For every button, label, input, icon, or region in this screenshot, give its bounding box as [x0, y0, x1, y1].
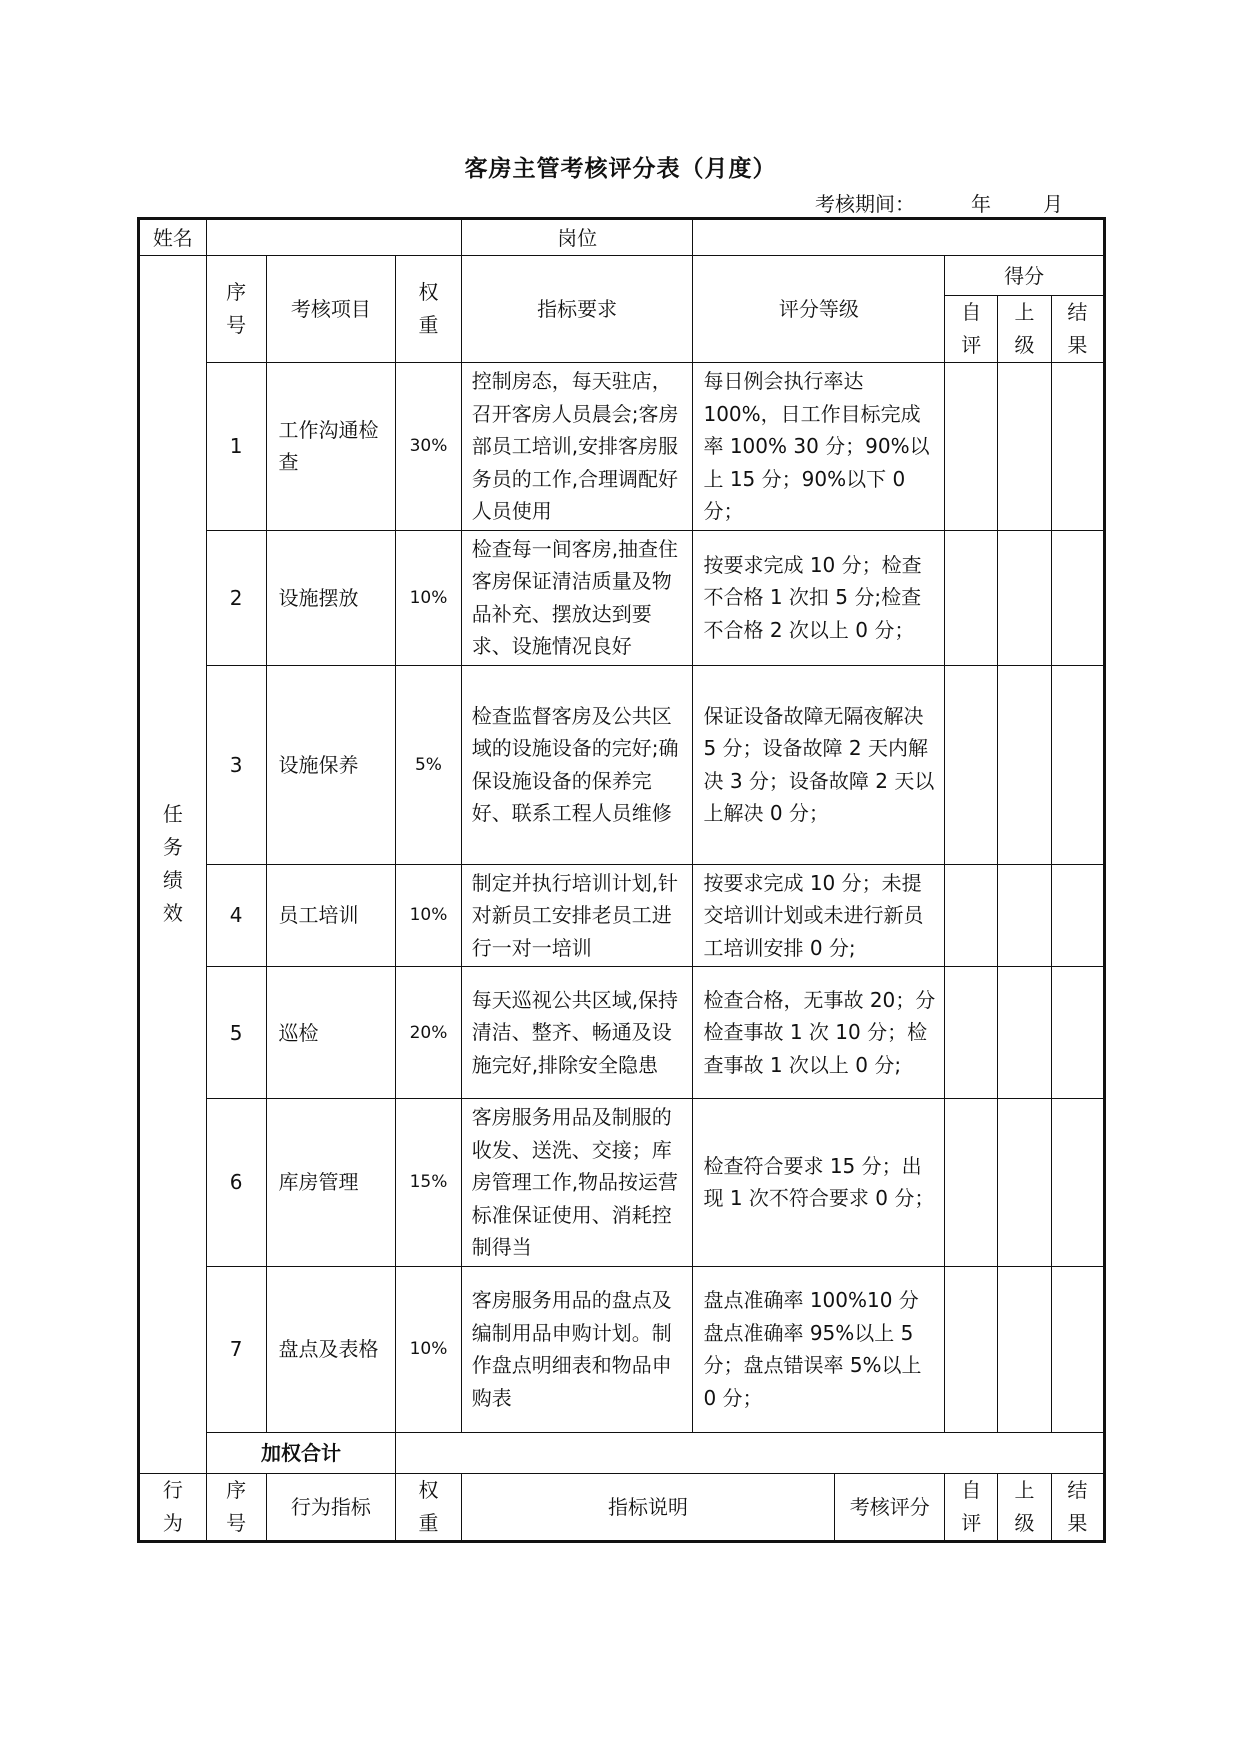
behavior-header-row — [139, 1473, 1105, 1541]
position-label: 岗位 — [461, 219, 693, 256]
superior-score-header: 上级 — [1014, 300, 1035, 357]
behavior-self-header: 自评 — [961, 1477, 982, 1535]
month-label: 月 — [1043, 192, 1063, 216]
name-label: 姓名 — [139, 219, 207, 256]
result-score-cell[interactable] — [1051, 363, 1104, 531]
self-score-cell[interactable] — [945, 1266, 998, 1432]
row-requirement: 每天巡视公共区域,保持清洁、整齐、畅通及设施完好,排除安全隐患 — [461, 967, 693, 1099]
row-weight: 10% — [396, 530, 461, 665]
weight-header: 权重 — [418, 280, 439, 337]
self-score-cell[interactable] — [945, 363, 998, 531]
behavior-superior-header: 上级 — [1014, 1477, 1035, 1535]
row-item: 巡检 — [266, 967, 396, 1099]
table-row — [139, 864, 1105, 967]
row-requirement: 检查监督客房及公共区域的设施设备的完好;确保设施设备的保养完好、联系工程人员维修 — [461, 665, 693, 864]
behavior-description-header: 指标说明 — [461, 1473, 835, 1541]
row-seq: 4 — [206, 864, 266, 967]
row-weight: 15% — [396, 1099, 461, 1267]
weighted-total-value-cell[interactable] — [396, 1432, 1105, 1473]
self-score-cell[interactable] — [945, 1099, 998, 1267]
row-requirement: 客房服务用品及制服的收发、送洗、交接；库房管理工作,物品按运营标准保证使用、消耗控制得当 — [461, 1099, 693, 1267]
self-score-cell[interactable] — [945, 530, 998, 665]
year-label: 年 — [971, 192, 991, 216]
self-score-cell[interactable] — [945, 967, 998, 1099]
behavior-weight-header: 权重 — [418, 1477, 439, 1535]
superior-score-cell[interactable] — [998, 363, 1051, 531]
period-label: 考核期间： — [815, 192, 915, 216]
result-score-cell[interactable] — [1051, 530, 1104, 665]
row-grade: 检查合格，无事故 20；分检查事故 1 次 10 分；检查事故 1 次以上 0 分; — [693, 967, 945, 1099]
row-item: 设施摆放 — [266, 530, 396, 665]
row-seq: 5 — [206, 967, 266, 1099]
seq-header: 序号 — [226, 280, 247, 337]
table-row — [139, 1099, 1105, 1267]
superior-score-cell[interactable] — [998, 1099, 1051, 1267]
row-grade: 按要求完成 10 分；未提交培训计划或未进行新员工培训安排 0 分; — [693, 864, 945, 967]
row-seq: 1 — [206, 363, 266, 531]
row-item: 员工培训 — [266, 864, 396, 967]
table-row — [139, 665, 1105, 864]
table-row — [139, 363, 1105, 531]
row-item: 库房管理 — [266, 1099, 396, 1267]
table-row — [139, 967, 1105, 1099]
task-performance-text: 任务绩效 — [162, 802, 183, 926]
requirement-header: 指标要求 — [461, 256, 693, 363]
row-item: 工作沟通检查 — [266, 363, 396, 531]
row-requirement: 控制房态，每天驻店，召开客房人员晨会;客房部员工培训,安排客房服务员的工作,合理调配好人员使用 — [461, 363, 693, 531]
header-row-1 — [139, 256, 1105, 296]
assessment-period — [815, 188, 1115, 217]
result-score-header: 结果 — [1067, 300, 1088, 357]
document-title: 客房主管考核评分表（月度） — [464, 156, 777, 182]
superior-score-cell[interactable] — [998, 967, 1051, 1099]
info-row — [139, 219, 1105, 256]
row-seq: 3 — [206, 665, 266, 864]
row-seq: 7 — [206, 1266, 266, 1432]
row-weight: 20% — [396, 967, 461, 1099]
task-performance-label — [139, 256, 207, 1474]
superior-score-cell[interactable] — [998, 864, 1051, 967]
weighted-total-label: 加权合计 — [206, 1432, 396, 1473]
self-score-cell[interactable] — [945, 864, 998, 967]
assessment-table — [137, 217, 1106, 1543]
weighted-total-row — [139, 1432, 1105, 1473]
result-score-cell[interactable] — [1051, 1266, 1104, 1432]
row-weight: 10% — [396, 1266, 461, 1432]
row-weight: 30% — [396, 363, 461, 531]
row-requirement: 检查每一间客房,抽查住客房保证清洁质量及物品补充、摆放达到要求、设施情况良好 — [461, 530, 693, 665]
self-score-cell[interactable] — [945, 665, 998, 864]
table-row — [139, 1266, 1105, 1432]
superior-score-cell[interactable] — [998, 665, 1051, 864]
row-requirement: 客房服务用品的盘点及编制用品申购计划。制作盘点明细表和物品申购表 — [461, 1266, 693, 1432]
name-value-cell[interactable] — [206, 219, 461, 256]
row-grade: 盘点准确率 100%10 分盘点准确率 95%以上 5 分；盘点错误率 5%以上 0 分； — [693, 1266, 945, 1432]
behavior-result-header: 结果 — [1067, 1477, 1088, 1535]
result-score-cell[interactable] — [1051, 665, 1104, 864]
row-grade: 按要求完成 10 分；检查不合格 1 次扣 5 分;检查不合格 2 次以上 0 分； — [693, 530, 945, 665]
row-seq: 2 — [206, 530, 266, 665]
row-weight: 5% — [396, 665, 461, 864]
behavior-indicator-header: 行为指标 — [266, 1473, 396, 1541]
row-item: 盘点及表格 — [266, 1266, 396, 1432]
position-value-cell[interactable] — [693, 219, 1105, 256]
row-requirement: 制定并执行培训计划,针对新员工安排老员工进行一对一培训 — [461, 864, 693, 967]
superior-score-cell[interactable] — [998, 1266, 1051, 1432]
behavior-assessment-header: 考核评分 — [835, 1473, 945, 1541]
self-score-header: 自评 — [961, 300, 982, 357]
result-score-cell[interactable] — [1051, 967, 1104, 1099]
row-grade: 每日例会执行率达100%，日工作目标完成率 100% 30 分；90%以上 15 分；90%以下 0 分； — [693, 363, 945, 531]
row-grade: 保证设备故障无隔夜解决 5 分；设备故障 2 天内解决 3 分；设备故障 2 天以上解决 0 分； — [693, 665, 945, 864]
behavior-seq-header: 序号 — [226, 1477, 247, 1535]
grade-header: 评分等级 — [693, 256, 945, 363]
item-header: 考核项目 — [266, 256, 396, 363]
table-row — [139, 530, 1105, 665]
score-header: 得分 — [945, 256, 1105, 296]
superior-score-cell[interactable] — [998, 530, 1051, 665]
row-grade: 检查符合要求 15 分；出现 1 次不符合要求 0 分； — [693, 1099, 945, 1267]
result-score-cell[interactable] — [1051, 864, 1104, 967]
row-item: 设施保养 — [266, 665, 396, 864]
result-score-cell[interactable] — [1051, 1099, 1104, 1267]
row-weight: 10% — [396, 864, 461, 967]
behavior-label: 行为 — [162, 1477, 183, 1535]
row-seq: 6 — [206, 1099, 266, 1267]
